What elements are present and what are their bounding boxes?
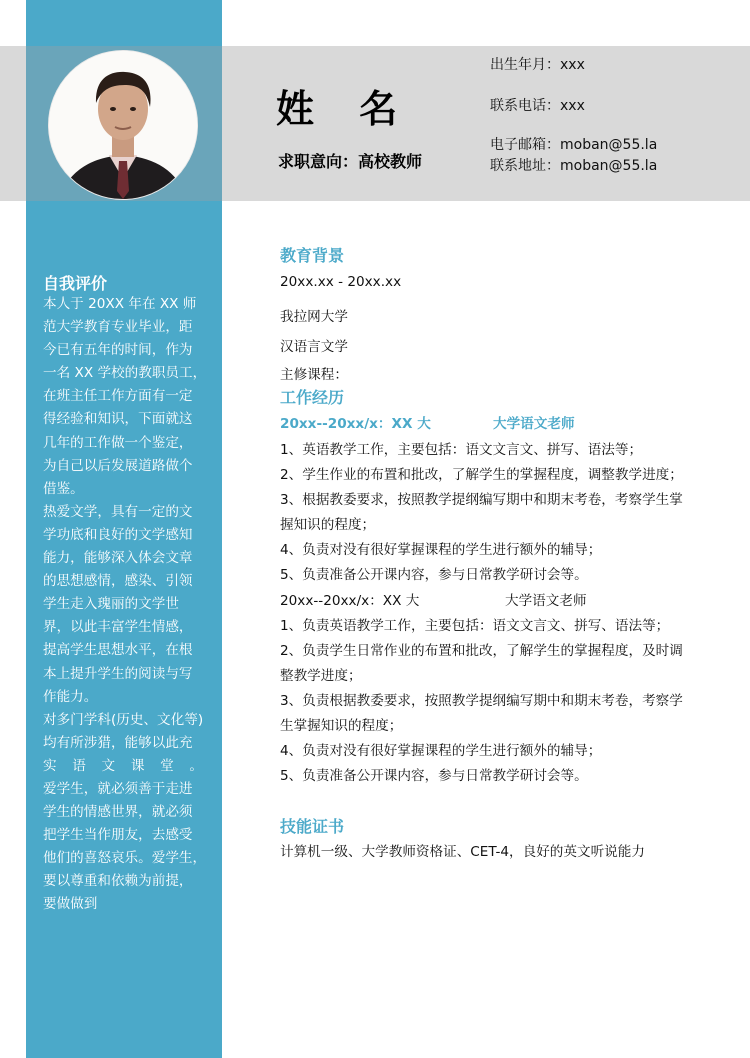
job2-position: 大学语文老师 xyxy=(505,593,587,609)
job1-line: 1、英语教学工作，主要包括：语文文言文、拼写、语法等； xyxy=(280,442,643,458)
job2-line: 整教学进度； xyxy=(280,668,362,684)
self-eval-line: 学生走入瑰丽的文学世 xyxy=(43,596,179,613)
self-eval-line: 均有所涉猎，能够以此充 xyxy=(43,734,193,751)
phone: 联系电话：xxx xyxy=(490,98,585,114)
self-eval-line: 要做做到 xyxy=(43,896,98,913)
job2-line: 5、负责准备公开课内容，参与日常教学研讨会等。 xyxy=(280,768,588,784)
job2-line: 2、负责学生日常作业的布置和批改，了解学生的掌握程度，及时调 xyxy=(280,643,683,659)
job2-line: 4、负责对没有很好掌握课程的学生进行额外的辅导； xyxy=(280,743,602,759)
job2-line: 3、负责根据教委要求，按照教学提纲编写期中和期末考卷，考察学 xyxy=(280,693,683,709)
skills-title: 技能证书 xyxy=(280,817,345,836)
self-eval-line: 今已有五年的时间，作为 xyxy=(43,342,193,359)
job2-line: 1、负责英语教学工作，主要包括：语文文言文、拼写、语法等； xyxy=(280,618,670,634)
job1-line: 2、学生作业的布置和批改，了解学生的掌握程度，调整教学进度； xyxy=(280,467,683,483)
email: 电子邮箱：moban@55.la xyxy=(490,137,658,153)
education-courses: 主修课程： xyxy=(280,367,348,383)
self-eval-line: 范大学教育专业毕业，距 xyxy=(43,319,193,336)
self-eval-line: 一名 XX 学校的教职员工， xyxy=(43,365,207,382)
self-eval-line: 为自己以后发展道路做个 xyxy=(43,457,193,474)
job1-line: 3、根据教委要求，按照教学提纲编写期中和期末考卷，考察学生掌 xyxy=(280,492,683,508)
job2-line: 生掌握知识的程度； xyxy=(280,718,403,734)
self-eval-line: 几年的工作做一个鉴定， xyxy=(43,434,193,451)
self-evaluation-title: 自我评价 xyxy=(43,274,108,293)
self-eval-line: 爱学生，就必须善于走进 xyxy=(43,780,193,797)
self-eval-line: 他们的喜怒哀乐。爱学生， xyxy=(43,850,207,867)
birth-date: 出生年月：xxx xyxy=(490,57,585,73)
job-objective: 求职意向：高校教师 xyxy=(278,152,423,171)
skills-text: 计算机一级、大学教师资格证、CET-4，良好的英文听说能力 xyxy=(280,844,645,860)
education-period: 20xx.xx - 20xx.xx xyxy=(280,274,402,290)
job2-header: 20xx--20xx/x：XX 大 xyxy=(280,593,420,609)
self-eval-line: 界，以此丰富学生情感， xyxy=(43,619,193,636)
self-eval-line: 学生的情感世界，就必须 xyxy=(43,804,193,821)
education-school: 我拉网大学 xyxy=(280,309,348,325)
profile-photo xyxy=(48,50,198,200)
education-title: 教育背景 xyxy=(280,246,345,265)
self-eval-line: 要以尊重和依赖为前提， xyxy=(43,873,193,890)
job1-position: 大学语文老师 xyxy=(493,416,575,432)
self-eval-line: 能力，能够深入体会文章 xyxy=(43,550,193,567)
job1-line: 5、负责准备公开课内容，参与日常教学研讨会等。 xyxy=(280,567,588,583)
self-eval-line: 热爱文学，具有一定的文 xyxy=(43,503,193,520)
work-title: 工作经历 xyxy=(280,388,345,407)
address: 联系地址：moban@55.la xyxy=(490,158,658,174)
self-eval-line: 的思想感情，感染、引领 xyxy=(43,573,193,590)
self-eval-line: 作能力。 xyxy=(43,688,98,705)
self-eval-line: 得经验和知识，下面就这 xyxy=(43,411,193,428)
self-eval-line: 实 语 文 课 堂 。 xyxy=(43,757,203,774)
self-eval-line: 本上提升学生的阅读与写 xyxy=(43,665,193,682)
job1-line: 握知识的程度； xyxy=(280,517,376,533)
job1-line: 4、负责对没有很好掌握课程的学生进行额外的辅导； xyxy=(280,542,602,558)
candidate-name: 姓 名 xyxy=(276,87,414,131)
self-evaluation-body xyxy=(43,293,207,917)
education-major: 汉语言文学 xyxy=(280,339,348,355)
self-eval-line: 把学生当作朋友，去感受 xyxy=(43,827,193,844)
portrait-image xyxy=(49,51,197,199)
self-eval-line: 在班主任工作方面有一定 xyxy=(43,388,193,405)
self-eval-line: 借鉴。 xyxy=(43,480,84,497)
job1-header: 20xx--20xx/x：XX 大 xyxy=(280,416,431,432)
self-eval-line: 提高学生思想水平，在根 xyxy=(43,642,193,659)
self-eval-line: 本人于 20XX 年在 XX 师 xyxy=(43,296,197,312)
self-eval-line: 对多门学科(历史、文化等) xyxy=(43,711,204,728)
self-eval-line: 学功底和良好的文学感知 xyxy=(43,526,193,543)
